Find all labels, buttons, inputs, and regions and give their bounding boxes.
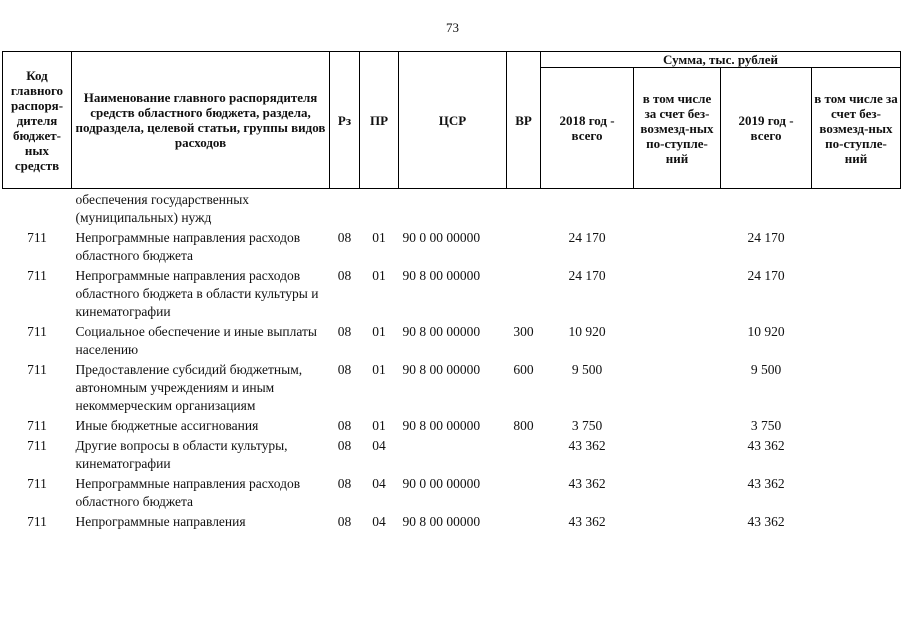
table-row	[3, 265, 901, 321]
cell-2018-gratis	[634, 321, 721, 359]
table-row	[3, 359, 901, 415]
cell-rz: 08	[337, 476, 352, 491]
cell-2019-total: 9 500	[750, 362, 782, 377]
header-2019-total: 2019 год - всего	[721, 68, 812, 189]
cell-2019-total: 43 362	[747, 476, 785, 491]
cell-2018-total: 9 500	[571, 362, 603, 377]
cell-2019-gratis	[812, 265, 901, 321]
cell-2019-gratis	[812, 227, 901, 265]
header-sum-group: Сумма, тыс. рублей	[541, 52, 901, 68]
cell-code: 711	[27, 476, 47, 491]
cell-2018-gratis	[634, 473, 721, 511]
cell-name: Непрограммные направления расходов областного бюджета	[75, 230, 301, 263]
table-row	[3, 189, 901, 228]
header-2019-gratis: в том числе за счет без-возмезд-ных по-ступле-ний	[812, 68, 901, 189]
cell-csr: 90 8 00 00000	[402, 324, 481, 339]
header-name: Наименование главного распорядителя средств областного бюджета, раздела, подраздела, целевой статьи, группы видов расходов	[72, 52, 330, 189]
cell-code: 711	[27, 268, 47, 283]
cell-csr: 90 8 00 00000	[402, 362, 481, 377]
cell-vr	[507, 511, 541, 531]
cell-code: 711	[27, 324, 47, 339]
cell-2019-total: 43 362	[747, 514, 785, 529]
cell-2018-gratis	[634, 189, 721, 228]
table-row	[3, 321, 901, 359]
table-row	[3, 511, 901, 531]
cell-code: 711	[27, 418, 47, 433]
cell-rz: 08	[337, 324, 352, 339]
cell-rz: 08	[337, 362, 352, 377]
header-2018-gratis: в том числе за счет без-возмезд-ных по-ступле-ний	[634, 68, 721, 189]
cell-2018-gratis	[634, 227, 721, 265]
cell-2019-gratis	[812, 473, 901, 511]
cell-vr	[507, 435, 541, 473]
cell-2019-gratis	[812, 321, 901, 359]
header-code: Код главного распоря-дителя бюджет-ных средств	[3, 52, 72, 189]
cell-name: Другие вопросы в области культуры, кинематографии	[75, 438, 288, 471]
cell-name: Социальное обеспечение и иные выплаты населению	[75, 324, 317, 357]
cell-vr: 800	[513, 418, 534, 433]
cell-code: 711	[27, 514, 47, 529]
cell-2018-total: 24 170	[568, 268, 606, 283]
header-pr: ПР	[360, 52, 399, 189]
cell-2019-total: 24 170	[747, 268, 785, 283]
table-header	[3, 52, 901, 189]
cell-2019-total: 10 920	[747, 324, 785, 339]
cell-code	[3, 189, 72, 228]
cell-pr	[360, 189, 399, 228]
cell-2019-total: 24 170	[747, 230, 785, 245]
cell-2018-total: 3 750	[571, 418, 603, 433]
cell-csr: 90 0 00 00000	[402, 230, 481, 245]
table-row	[3, 473, 901, 511]
cell-2018-gratis	[634, 511, 721, 531]
table-row	[3, 435, 901, 473]
cell-vr	[507, 189, 541, 228]
cell-pr: 04	[372, 476, 386, 491]
cell-vr	[507, 227, 541, 265]
header-csr: ЦСР	[399, 52, 507, 189]
cell-csr: 90 8 00 00000	[402, 418, 481, 433]
cell-2018-total	[541, 189, 634, 228]
cell-2019-total: 43 362	[747, 438, 785, 453]
cell-name: Предоставление субсидий бюджетным, автономным учреждениям и иным некоммерческим организациям	[75, 362, 303, 413]
table-row	[3, 415, 901, 435]
cell-2018-total: 43 362	[568, 476, 606, 491]
cell-code: 711	[27, 362, 47, 377]
cell-rz: 08	[337, 230, 352, 245]
cell-csr: 90 8 00 00000	[402, 268, 481, 283]
cell-2019-total: 3 750	[750, 418, 782, 433]
budget-table	[2, 51, 901, 531]
cell-2019-gratis	[812, 189, 901, 228]
cell-name: Непрограммные направления	[75, 514, 246, 529]
cell-2018-total: 24 170	[568, 230, 606, 245]
cell-2018-total: 10 920	[568, 324, 606, 339]
cell-pr: 04	[372, 438, 386, 453]
cell-rz: 08	[337, 438, 352, 453]
table-row	[3, 227, 901, 265]
cell-name: Непрограммные направления расходов областного бюджета в области культуры и кинематографии	[75, 268, 319, 319]
cell-vr: 300	[513, 324, 534, 339]
cell-csr: 90 0 00 00000	[402, 476, 481, 491]
cell-pr: 01	[372, 362, 386, 377]
cell-2019-total	[721, 189, 812, 228]
cell-pr: 01	[372, 324, 386, 339]
table-body	[3, 189, 901, 532]
cell-pr: 01	[372, 230, 386, 245]
cell-rz	[330, 189, 360, 228]
cell-2018-gratis	[634, 265, 721, 321]
cell-csr	[399, 189, 507, 228]
cell-csr	[399, 435, 507, 473]
page-number: 73	[446, 20, 459, 35]
cell-2019-gratis	[812, 359, 901, 415]
header-rz: Рз	[330, 52, 360, 189]
cell-rz: 08	[337, 418, 352, 433]
cell-code: 711	[27, 230, 47, 245]
cell-vr	[507, 473, 541, 511]
cell-vr	[507, 265, 541, 321]
cell-name: обеспечения государственных (муниципальных) нужд	[75, 192, 250, 225]
cell-2019-gratis	[812, 415, 901, 435]
cell-2018-gratis	[634, 359, 721, 415]
cell-name: Иные бюджетные ассигнования	[75, 418, 259, 433]
cell-name: Непрограммные направления расходов областного бюджета	[75, 476, 301, 509]
cell-2018-total: 43 362	[568, 514, 606, 529]
cell-2018-gratis	[634, 415, 721, 435]
cell-pr: 01	[372, 268, 386, 283]
cell-2019-gratis	[812, 435, 901, 473]
cell-2019-gratis	[812, 511, 901, 531]
cell-pr: 04	[372, 514, 386, 529]
header-vr: ВР	[507, 52, 541, 189]
cell-2018-total: 43 362	[568, 438, 606, 453]
cell-code: 711	[27, 438, 47, 453]
cell-csr: 90 8 00 00000	[402, 514, 481, 529]
cell-pr: 01	[372, 418, 386, 433]
cell-rz: 08	[337, 268, 352, 283]
cell-rz: 08	[337, 514, 352, 529]
cell-vr: 600	[513, 362, 534, 377]
cell-2018-gratis	[634, 435, 721, 473]
header-2018-total: 2018 год - всего	[541, 68, 634, 189]
